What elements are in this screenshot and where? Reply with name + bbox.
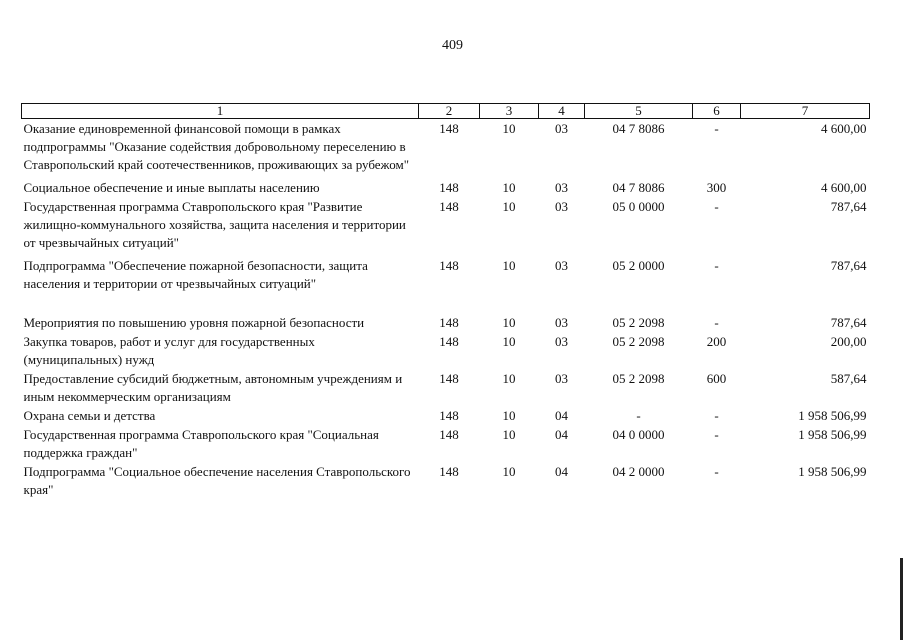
row-ministry-code: 148 — [439, 199, 459, 214]
row-subsection-code: 03 — [555, 258, 568, 273]
row-amount: 1 958 506,99 — [798, 427, 867, 442]
row-amount: 1 958 506,99 — [798, 408, 867, 423]
table-row — [22, 119, 870, 179]
row-expense-type: - — [714, 464, 719, 479]
row-section-code: 10 — [502, 408, 516, 423]
header-cell-5: 5 — [585, 104, 693, 119]
row-name: Охрана семьи и детства — [23, 408, 156, 423]
table-row — [22, 178, 870, 197]
row-expense-type: - — [714, 427, 719, 442]
row-subsection-code: 03 — [555, 180, 568, 195]
table-row — [22, 425, 870, 462]
row-subsection-code: 04 — [555, 464, 568, 479]
row-expense-type: 300 — [706, 180, 727, 195]
row-name: Государственная программа Ставропольского края "Социальная поддержка граждан" — [23, 427, 379, 460]
row-expense-type: - — [714, 408, 719, 423]
row-target-article: 04 2 0000 — [612, 464, 665, 479]
row-ministry-code: 148 — [439, 427, 459, 442]
header-cell-1: 1 — [22, 104, 419, 119]
row-ministry-code: 148 — [439, 315, 459, 330]
row-ministry-code: 148 — [439, 464, 459, 479]
row-ministry-code: 148 — [439, 408, 459, 423]
budget-table — [21, 103, 870, 499]
row-amount: 4 600,00 — [821, 180, 867, 195]
row-section-code: 10 — [502, 315, 516, 330]
row-target-article: 04 7 8086 — [612, 121, 665, 136]
row-name: Государственная программа Ставропольского края "Развитие жилищно-коммунального хозяйства, защита населения и территории от чрезвычайных ситуаций" — [23, 199, 406, 250]
header-row — [22, 104, 870, 119]
row-ministry-code: 148 — [439, 258, 459, 273]
table-row — [22, 332, 870, 369]
page-number: 409 — [442, 38, 463, 53]
row-expense-type: - — [714, 121, 719, 136]
row-target-article: 05 2 2098 — [612, 315, 665, 330]
row-target-article: 05 2 2098 — [612, 371, 665, 386]
row-section-code: 10 — [502, 121, 516, 136]
header-cell-2: 2 — [419, 104, 480, 119]
row-amount: 587,64 — [830, 371, 867, 386]
row-section-code: 10 — [502, 334, 516, 349]
row-ministry-code: 148 — [439, 371, 459, 386]
table-row — [22, 406, 870, 425]
row-target-article: 05 2 2098 — [612, 334, 665, 349]
table-row — [22, 313, 870, 332]
table-row — [22, 369, 870, 406]
row-subsection-code: 04 — [555, 427, 568, 442]
row-amount: 787,64 — [830, 315, 867, 330]
row-target-article: 05 0 0000 — [612, 199, 665, 214]
row-section-code: 10 — [502, 464, 516, 479]
row-name: Подпрограмма "Обеспечение пожарной безопасности, защита населения и территории от чрезвычайных ситуаций" — [23, 258, 368, 291]
scan-edge-mark — [900, 558, 903, 640]
row-expense-type: 600 — [706, 371, 727, 386]
row-amount: 4 600,00 — [821, 121, 867, 136]
header-cell-7: 7 — [741, 104, 870, 119]
row-name: Мероприятия по повышению уровня пожарной безопасности — [23, 315, 365, 330]
row-name: Закупка товаров, работ и услуг для государственных (муниципальных) нужд — [23, 334, 315, 367]
table-row — [22, 197, 870, 256]
row-subsection-code: 03 — [555, 371, 568, 386]
row-amount: 787,64 — [830, 199, 867, 214]
row-ministry-code: 148 — [439, 121, 459, 136]
row-expense-type: - — [714, 315, 719, 330]
row-section-code: 10 — [502, 427, 516, 442]
row-target-article: - — [636, 408, 641, 423]
row-section-code: 10 — [502, 258, 516, 273]
row-amount: 787,64 — [830, 258, 867, 273]
row-ministry-code: 148 — [439, 334, 459, 349]
row-section-code: 10 — [502, 180, 516, 195]
row-subsection-code: 03 — [555, 121, 568, 136]
table-row — [22, 462, 870, 499]
row-section-code: 10 — [502, 371, 516, 386]
row-expense-type: - — [714, 199, 719, 214]
row-target-article: 04 0 0000 — [612, 427, 665, 442]
row-name: Подпрограмма "Социальное обеспечение населения Ставропольского края" — [23, 464, 411, 497]
row-name: Социальное обеспечение и иные выплаты населению — [23, 180, 320, 195]
row-subsection-code: 03 — [555, 315, 568, 330]
row-name: Оказание единовременной финансовой помощи в рамках подпрограммы "Оказание содействия добровольному переселению в Ставропольский край соотечественников, проживающих за рубежом" — [23, 121, 410, 172]
row-amount: 200,00 — [830, 334, 867, 349]
header-cell-3: 3 — [480, 104, 539, 119]
row-amount: 1 958 506,99 — [798, 464, 867, 479]
row-ministry-code: 148 — [439, 180, 459, 195]
row-target-article: 05 2 0000 — [612, 258, 665, 273]
row-target-article: 04 7 8086 — [612, 180, 665, 195]
row-subsection-code: 03 — [555, 199, 568, 214]
row-expense-type: - — [714, 258, 719, 273]
row-subsection-code: 04 — [555, 408, 568, 423]
row-name: Предоставление субсидий бюджетным, автономным учреждениям и иным некоммерческим организациям — [23, 371, 403, 404]
row-subsection-code: 03 — [555, 334, 568, 349]
header-cell-6: 6 — [693, 104, 741, 119]
header-cell-4: 4 — [539, 104, 585, 119]
row-expense-type: 200 — [706, 334, 727, 349]
row-section-code: 10 — [502, 199, 516, 214]
table-row — [22, 256, 870, 313]
